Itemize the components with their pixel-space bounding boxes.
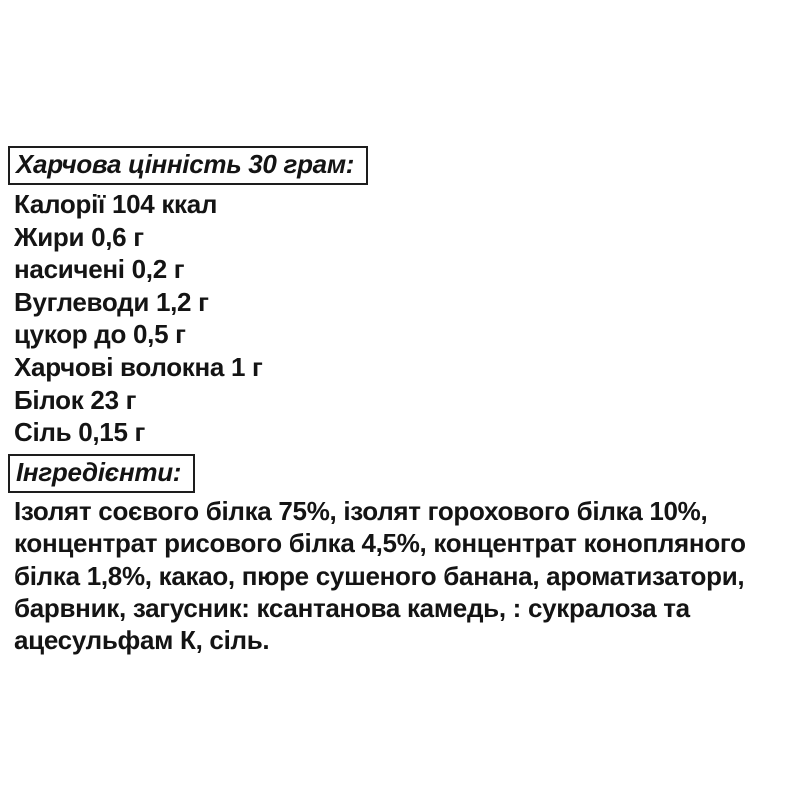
nutrition-row-sugar: цукор до 0,5 г: [14, 319, 186, 350]
ingredients-line: концентрат рисового білка 4,5%, концентрат конопляного: [14, 528, 746, 559]
ingredients-line: білка 1,8%, какао, пюре сушеного банана, ароматизатори,: [14, 560, 745, 591]
nutrition-row-salt: Сіль 0,15 г: [14, 417, 146, 448]
ingredients-line: барвник, загусник: ксантанова камедь, : сукралоза та: [14, 592, 690, 623]
nutrition-row-saturated-fat: насичені 0,2 г: [14, 254, 185, 285]
nutrition-row-fat: Жири 0,6 г: [14, 221, 144, 252]
ingredients-line: ацесульфам К, сіль.: [14, 625, 270, 656]
ingredients-text: [8, 495, 792, 657]
ingredients-line: Ізолят соєвого білка 75%, ізолят горохового білка 10%,: [14, 495, 708, 526]
nutrition-title-box: Харчова цінність 30 грам:: [8, 146, 368, 185]
nutrition-row-fiber: Харчові волокна 1 г: [14, 351, 263, 382]
nutrition-row-carbohydrates: Вуглеводи 1,2 г: [14, 286, 209, 317]
label-content: [8, 146, 792, 657]
nutrition-row-calories: Калорії 104 ккал: [14, 189, 218, 219]
nutrition-rows: [8, 188, 792, 449]
ingredients-title-box: Інгредієнти:: [8, 454, 195, 493]
nutrition-row-protein: Білок 23 г: [14, 384, 137, 415]
